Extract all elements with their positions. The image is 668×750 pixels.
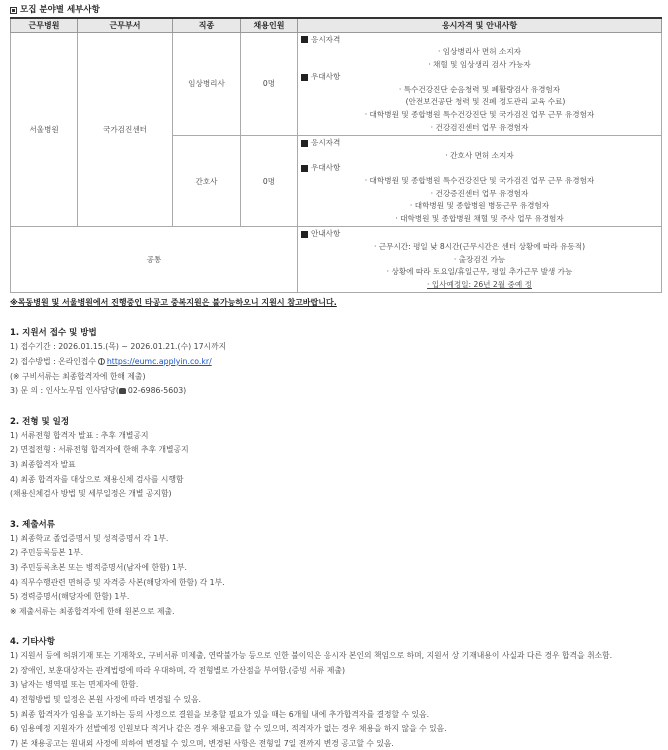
block-line: 5) 경력증명서(해당자에 한함) 1부. [10, 592, 130, 602]
detail-line: · 대학병원 및 종합병원 채혈 및 주사 업무 유경험자 [395, 213, 564, 223]
detail-heading: 응시자격 [301, 137, 658, 150]
block-line: 4) 최종 합격자를 대상으로 채용신체 검사를 시행함 [10, 474, 184, 484]
block-line: 4) 전형방법 및 일정은 본원 사정에 따라 변경될 수 있음. [10, 695, 201, 705]
detail-line: · 대학병원 및 종합병원 특수건강진단 및 국가검진 업무 근무 유경험자 [364, 110, 595, 120]
detail-line: · 건강증진센터 업무 유경험자 [430, 188, 529, 198]
block-line: 2) 면접전형 : 서류전형 합격자에 한해 추후 개별공지 [10, 445, 189, 455]
block-line: 2) 주민등록등본 1부. [10, 548, 84, 558]
section-heading: 2. 전형 및 일정 [10, 416, 70, 427]
block-line: 3) 최종합격자 발표 [10, 459, 76, 469]
apply-link[interactable]: https://eumc.applyin.co.kr/ [106, 356, 212, 366]
block-line: 2) 장애인, 보훈대상자는 관계법령에 따라 우대하며, 각 전형별로 가산점을 부여함.(증빙 서류 제출) [10, 665, 345, 675]
detail-line: · 근무시간: 평일 낮 8시간(근무시간은 센터 상황에 따라 유동적) [373, 242, 586, 251]
detail-line: · 특수건강진단 순음청력 및 폐활량검사 유경험자 [398, 84, 561, 94]
block-line: 1) 서류전형 합격자 발표 : 추후 개별공지 [10, 430, 149, 440]
detail-line: · 임상병리사 면허 소지자 [437, 47, 521, 57]
section-heading: 1. 지원서 접수 및 방법 [10, 328, 97, 339]
cell-common-label: 공통 [11, 227, 298, 293]
cell-department: 국가검진센터 [78, 32, 173, 227]
detail-line: · 상황에 따라 토요일/휴일근무, 평일 추가근무 발생 가능 [386, 267, 573, 277]
table-row-common [11, 227, 662, 293]
globe-icon [98, 358, 105, 365]
block-line: 3) 남자는 병역필 또는 면제자에 한함. [10, 680, 139, 690]
detail-heading: 안내사항 [301, 228, 658, 241]
detail-heading: 응시자격 [301, 34, 658, 47]
header-hospital: 근무병원 [11, 18, 78, 32]
detail-line: · 출장검진 가능 [453, 254, 506, 264]
header-qualifications: 응시자격 및 안내사항 [298, 18, 662, 32]
section-header [10, 4, 662, 16]
filled-square-icon [301, 231, 308, 238]
section-misc [10, 635, 662, 750]
duplicate-application-note: ※목동병원 및 서울병원에서 진행중인 타공고 중복지원은 불가능하오니 지원시 참고바랍니다. [10, 298, 337, 308]
block-line: ※ 제출서류는 최종합격자에 한해 원본으로 제출. [10, 606, 175, 616]
section-heading: 4. 기타사항 [10, 637, 55, 648]
block-line: (채용신체검사 방법 및 세부일정은 개별 공지함) [10, 489, 172, 499]
square-bullet-icon [10, 7, 17, 14]
block-line: (※ 구비서류는 최종합격자에 한해 제출) [10, 371, 146, 381]
recruitment-table [10, 17, 662, 293]
block-line: 4) 직무수행관련 면허증 및 자격증 사본(해당자에 한함) 각 1부. [10, 577, 225, 587]
detail-line: · 대학병원 및 종합병원 특수건강진단 및 국가검진 업무 근무 유경험자 [364, 176, 595, 186]
table-row-clinical-pathologist [11, 32, 662, 136]
detail-heading: 우대사항 [301, 71, 658, 84]
filled-square-icon [301, 140, 308, 147]
cell-job: 간호사 [173, 136, 241, 227]
header-job: 직종 [173, 18, 241, 32]
block-line: 1) 접수기간 : 2026.01.15.(목) ~ 2026.01.21.(수) 17시까지 [10, 342, 227, 352]
filled-square-icon [301, 165, 308, 172]
filled-square-icon [301, 36, 308, 43]
section-process [10, 415, 662, 502]
phone-icon [119, 388, 126, 394]
section-documents [10, 518, 662, 620]
filled-square-icon [301, 74, 308, 81]
block-line: 3) 문 의 : 인사노무팀 인사담당( 02-6986-5603) [10, 386, 187, 396]
detail-heading: 우대사항 [301, 162, 658, 175]
section-heading: 3. 제출서류 [10, 519, 55, 530]
start-date-line: · 입사예정일: 26년 2월 중예 정 [427, 279, 532, 289]
cell-count: 0명 [241, 32, 298, 136]
section-title: 모집 분야별 세부사항 [20, 5, 100, 15]
block-line: 7) 본 채용공고는 원내외 사정에 의하여 변경될 수 있으며, 변경된 사항은 전형일 7일 전까지 변경 공고할 수 있음. [10, 738, 394, 748]
cell-job: 임상병리사 [173, 32, 241, 136]
header-department: 근무부서 [78, 18, 173, 32]
block-line: 1) 최종학교 졸업증명서 및 성적증명서 각 1부. [10, 533, 169, 543]
detail-line: · 대학병원 및 종합병원 병동근무 유경험자 [409, 201, 550, 211]
header-count: 채용인원 [241, 18, 298, 32]
block-line: 3) 주민등록초본 또는 병적증명서(남자에 한함) 1부. [10, 562, 188, 572]
section-application [10, 326, 662, 398]
block-line: 5) 최종 합격자가 임용을 포기하는 등의 사정으로 결원을 보충할 필요가 있을 때는 6개월 내에 추가합격자를 결정할 수 있음. [10, 709, 430, 719]
block-line: 1) 지원서 등에 허위기재 또는 기재착오, 구비서류 미제출, 연락불가능 등으로 인한 불이익은 응시자 본인의 책임으로 하며, 지원서 상 기재내용이 사실과 다른 경우 합격을 취소함. [10, 651, 613, 661]
table-header-row [11, 18, 662, 32]
detail-line: · 채혈 및 임상생리 검사 가능자 [428, 59, 531, 69]
cell-count: 0명 [241, 136, 298, 227]
cell-common-detail [298, 227, 662, 293]
detail-line: (안전보건공단 청력 및 진폐 정도관리 교육 수료) [405, 97, 566, 107]
block-line: 6) 임용예정 지원자가 선발예정 인원보다 적거나 같은 경우 채용고를 할 수 있으며, 적격자가 없는 경우 채용을 하지 않을 수 있음. [10, 724, 447, 734]
cell-hospital: 서울병원 [11, 32, 78, 227]
cell-detail [298, 136, 662, 227]
block-line: 2) 접수방법 : 온라인접수 https://eumc.applyin.co.kr/ [10, 356, 212, 366]
detail-line: · 간호사 면허 소지자 [445, 150, 514, 160]
detail-line: · 건강검진센터 업무 유경험자 [430, 122, 529, 132]
cell-detail [298, 32, 662, 136]
